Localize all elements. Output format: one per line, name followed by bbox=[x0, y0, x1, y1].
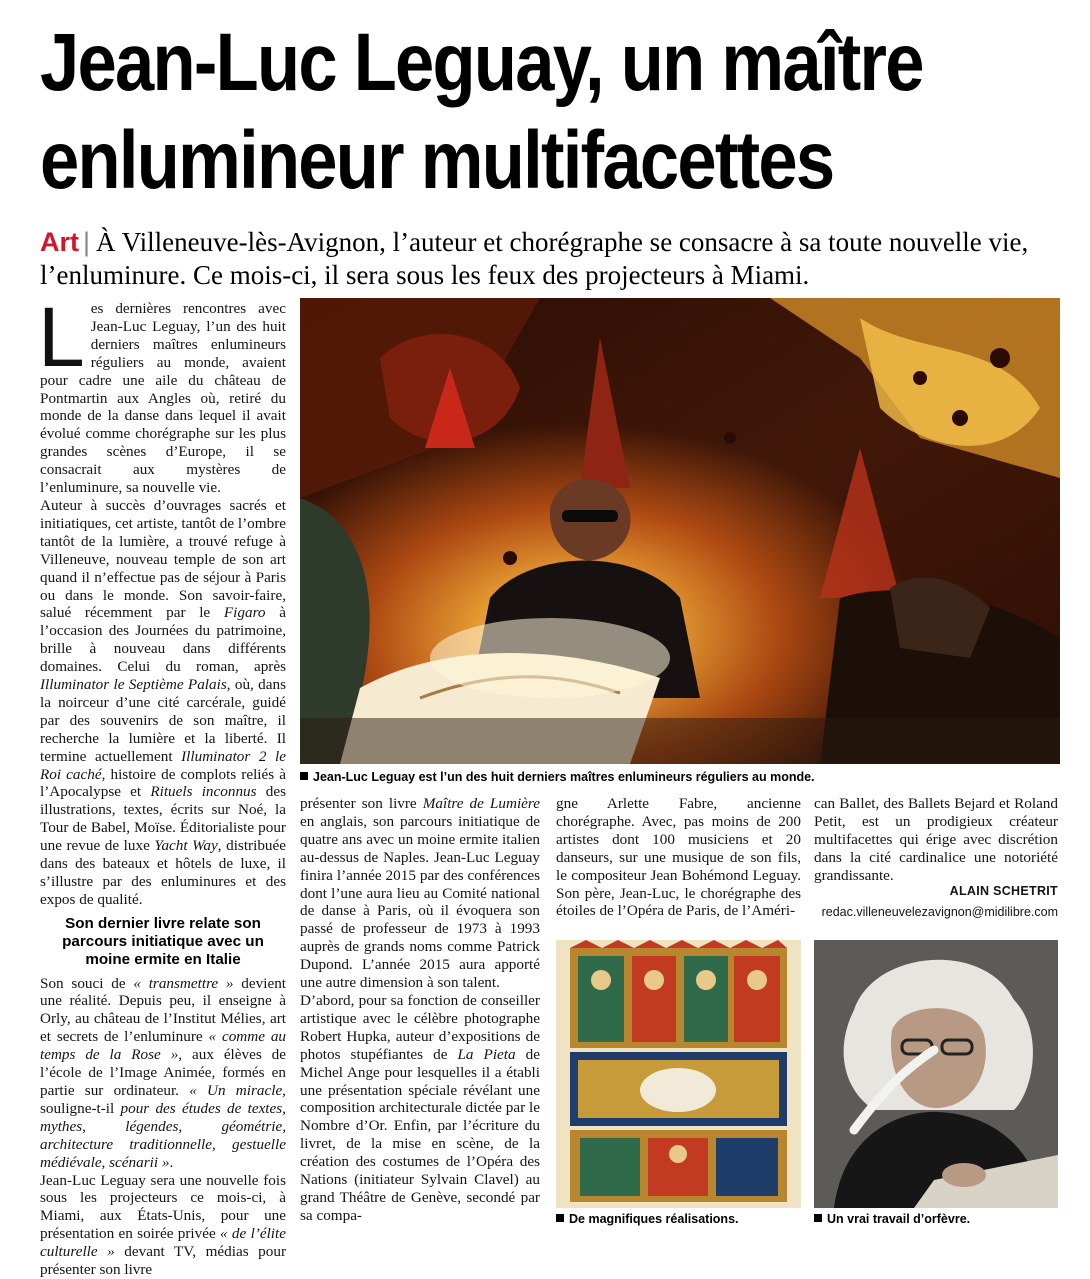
rubric-separator: | bbox=[83, 227, 91, 257]
portrait-caption: Un vrai travail d’orfèvre. bbox=[814, 1212, 970, 1227]
caption-bullet-icon bbox=[814, 1214, 822, 1222]
paragraph-1: Les dernières rencontres avec Jean-Luc Leguay, l’un des huit derniers maîtres enlumineurs réguliers au monde, avaient pour cadre une aile du château de Pontmartin aux Angles où, retiré du monde de la danse dans lequel il avait évolué comme chorégraphe sur les plus grandes scènes d’Europe, il se consacrait aux mystères de l’enluminure, sa nouvelle vie. bbox=[38, 290, 286, 497]
author-email[interactable]: redac.villeneuvelezavignon@midilibre.com bbox=[821, 905, 1058, 919]
main-photo-caption: Jean-Luc Leguay est l’un des huit derniers maîtres enlumineurs réguliers au monde. bbox=[300, 770, 815, 785]
headline-line-1: Jean-Luc Leguay, un maître bbox=[40, 17, 923, 108]
dropcap: L bbox=[38, 290, 85, 384]
illumination-photo bbox=[556, 940, 801, 1208]
illumination-caption: De magnifiques réalisations. bbox=[556, 1212, 739, 1227]
caption-bullet-icon bbox=[556, 1214, 564, 1222]
paragraph-3: Son souci de « transmettre » devient une réalité. Depuis peu, il enseigne à Orly, au château de l’Institut Mélies, art et secrets de l’enluminure « comme au temps de la Rose », aux élèves de l’école de l’Image Animée, formés en partie sur ordinateur. « Un miracle, souligne-t-il pour des études de textes, mythes, légendes, géométrie, architecture traditionnelle, gestuelle médiévale, scénarii ». bbox=[40, 974, 287, 1171]
author-signature: ALAIN SCHETRIT bbox=[949, 884, 1058, 898]
article-column-1 bbox=[38, 290, 287, 1279]
rubric-label: Art bbox=[40, 227, 79, 257]
headline-line-2: enlumineur multifacettes bbox=[40, 115, 834, 206]
caption-bullet-icon bbox=[300, 772, 308, 780]
article-column-3: gne Arlette Fabre, ancienne chorégraphe. Avec, pas moins de 200 artistes dont 100 musiciens et 20 danseurs, sur une musique de son fils, le compositeur Jean Bohémond Leguay. Son père, Jean-Luc, le chorégraphe des étoiles de l’Opéra de Paris, de l’Améri- bbox=[556, 795, 801, 920]
subheading: Son dernier livre relate son parcours initiatique avec un moine ermite en Italie bbox=[62, 914, 264, 968]
article-column-4: can Ballet, des Ballets Bejard et Roland Petit, est un prodigieux créateur multifacettes qui érige avec discrétion dans la cité cardinalice une notoriété grandissante. bbox=[814, 795, 1058, 884]
article-column-2: présenter son livre Maître de Lumière en anglais, son parcours initiatique de quatre ans avec un moine ermite italien au-dessus de Naples. Jean-Luc Leguay finira l’année 2015 par des conférences dont l’une aura lieu au Comité national de danse à Paris, où il évoquera son passé de professeur de 1973 à 1993 auprès de grands noms comme Patrick Dupond. L’année 2015 aura apporté une autre dimension à son talent. D’abord, pour sa fonction de conseiller artistique avec le célèbre photographe Robert Hupka, auteur d’expositions de photos stupéfiantes de La Pieta de Michel Ange pour lesquelles il a établi une présentation spéciale révélant une composition architecturale dictée par le Nombre d’Or. Enfin, par l’écriture du livret, de la mise en scène, de la création des costumes de l’Opéra des Nations (initiateur Sylvain Clavel) au grand Théâtre de Genève, secondé par sa compa- bbox=[300, 795, 540, 1224]
deck bbox=[40, 226, 1070, 292]
headline bbox=[40, 14, 926, 210]
portrait-photo bbox=[814, 940, 1058, 1208]
col2-continuation: de Michel Ange pour lesquelles il a établi une présentation spéciale révélant une composition architecturale dictée par le Nombre d’Or. Enfin, par l’écriture du livret, de la mise en scène, de la création des costumes de l’Opéra des Nations (initiateur Sylvain Clavel) au grand Théâtre de Genève, secondé par sa compa- bbox=[300, 1045, 540, 1224]
paragraph-2: Auteur à succès d’ouvrages sacrés et initiatiques, cet artiste, tantôt de l’ombre tantôt de la lumière, a trouvé refuge à Villeneuve, nouveau temple de son art quand il n’effectue pas de séjour à Paris ou dans le monde. Son savoir-faire, salué récemment par le Figaro à l’occasion des Journées du patrimoine, brille à nouveau dans différents domaines. Celui du roman, après Illuminator le Septième Palais, où, dans la noirceur d’une cité carcérale, guidé par des souvenirs de son maître, il recherche la lumière et la liberté. Il termine actuellement Illuminator 2 le Roi caché, histoire de complots reliés à l’Apocalypse et Rituels inconnus des illustrations, textes, écrits sur Noé, la Tour de Babel, Moïse. Éditorialiste pour une revue de luxe Yacht Way, distribuée dans des bateaux et hôtels de luxe, il s’illustre par des enluminures et des expos de qualité. bbox=[40, 496, 287, 908]
paragraph-4: Jean-Luc Leguay sera une nouvelle fois sous les projecteurs ce mois-ci, à Miami, aux États-Unis, pour une présentation en soirée privée « de l’élite culturelle » devant TV, médias pour présenter son livre bbox=[40, 1171, 287, 1279]
deck-text: À Villeneuve-lès-Avignon, l’auteur et chorégraphe se consacre à sa toute nouvelle vie, l’enluminure. Ce mois-ci, il sera sous les feux des projecteurs à Miami. bbox=[40, 227, 1029, 290]
main-photo bbox=[300, 298, 1060, 764]
